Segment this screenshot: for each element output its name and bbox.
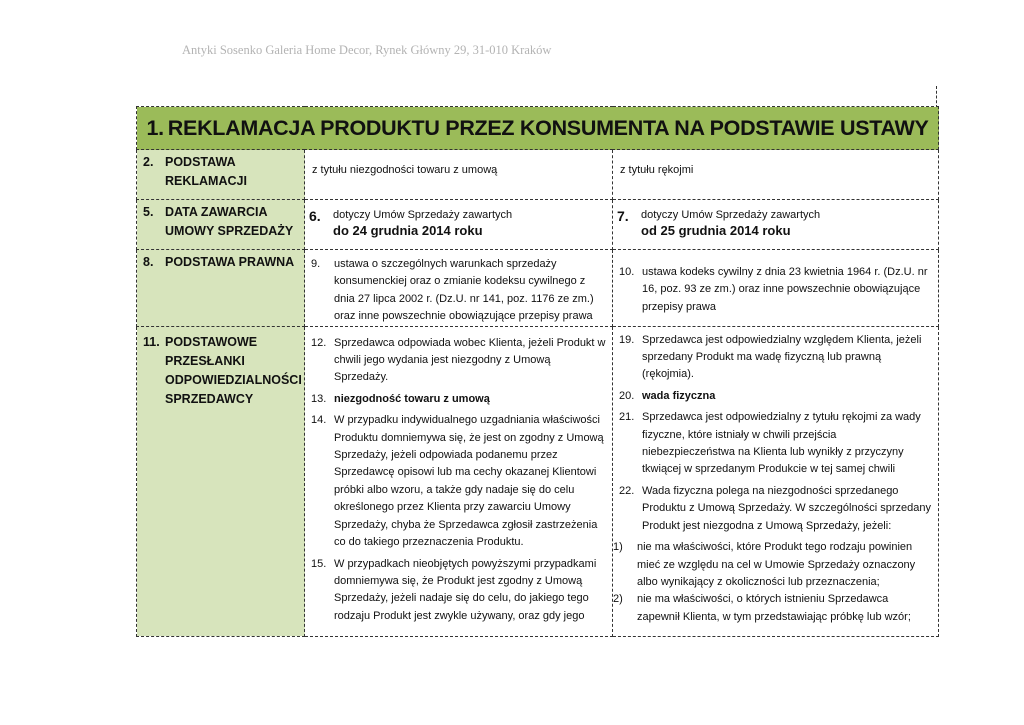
label-text: PODSTAWOWE PRZESŁANKI ODPOWIEDZIALNOŚCI SPRZEDAWCY (165, 334, 302, 406)
title-text: REKLAMACJA PRODUKTU PRZEZ KONSUMENTA NA PODSTAWIE USTAWY (167, 115, 929, 140)
date-value: do 24 grudnia 2014 roku (333, 223, 483, 238)
list-item: 21. Sprzedawca jest odpowiedzialny z tytułu rękojmi za wady fizyczne, które istniały w chwili przejścia niebezpieczeństwa na Klienta lub wynikły z przyczyny tkwiącej w sprzedanym Produkcie w tej samej chwili (619, 411, 921, 476)
item-number: 7. (617, 208, 629, 224)
legal-basis-2-cell (613, 250, 939, 327)
date-after-cell (613, 200, 939, 250)
basis-warranty-cell (613, 150, 939, 200)
label-number: 5. (143, 205, 154, 219)
list-item: 14. W przypadku indywidualnego uzgadniania właściwości Produktu domniemywa się, że jest on zgodny z Umową Sprzedaży, jeżeli odpowiada podanemu przez Sprzedawcę opisowi lub ma cechy okazanej Klientowi próbki albo wzoru, a także gdy nadaje się do celu określonego przez Klienta przy zawarciu Umowy Sprzedaży, chyba że Sprzedawca zgłosił zastrzeżenia co do takiego przeznaczenia Produktu. (311, 414, 604, 549)
row-label-legal-basis (137, 250, 305, 327)
table-title (137, 107, 939, 150)
date-note: dotyczy Umów Sprzedaży zawartych (333, 209, 513, 221)
legal-basis-1-cell (305, 250, 613, 327)
list-item: 15. W przypadkach nieobjętych powyższymi przypadkami domniemywa się, że Produkt jest zgodny z Umową Sprzedaży, jeżeli nadaje się do celu, do jakiego tego rodzaju Produkt jest zwykle używany, oraz gdy jego (311, 557, 597, 622)
date-note: dotyczy Umów Sprzedaży zawartych (641, 209, 821, 221)
basis-nonconformity-text: z tytułu niezgodności towaru z umową (312, 164, 498, 176)
label-number: 11. (143, 334, 160, 349)
list-item: 22. Wada fizyczna polega na niezgodności sprzedanego Produktu z Umową Sprzedaży. W szczególności sprzedany Produkt jest niezgodna z Umową Sprzedaży, jeżeli: (619, 484, 931, 532)
item-number: 6. (309, 208, 321, 224)
list-item: 20. wada fizyczna (619, 389, 716, 402)
page-header: Antyki Sosenko Galeria Home Decor, Rynek Główny 29, 31-010 Kraków (182, 43, 552, 57)
complaint-table (136, 106, 939, 637)
basis-warranty-text: z tytułu rękojmi (620, 164, 694, 176)
item-number: 9. (311, 258, 321, 270)
item-number: 10. (619, 266, 635, 278)
label-number: 2. (143, 155, 154, 169)
sub-list-item: 2) nie ma właściwości, o których istnieniu Sprzedawca zapewnił Klienta, w tym przedstawiając próbkę lub wzór; (613, 593, 911, 623)
list-item: 19. Sprzedawca jest odpowiedzialny względem Klienta, jeżeli sprzedany Produkt ma wadę fizyczną lub prawną (rękojmia). (619, 333, 922, 381)
row-label-premises (137, 326, 305, 636)
item-text: ustawa o szczególnych warunkach sprzedaży konsumenckiej oraz o zmianie kodeksu cywilnego z dnia 27 lipca 2002 r. (Dz.U. nr 141, poz. 1176 ze zm.) oraz inne powszechnie obowiązujące przepisy prawa (334, 258, 594, 323)
title-number: 1. (146, 115, 164, 140)
row-label-contract-date (137, 200, 305, 250)
date-value: od 25 grudnia 2014 roku (641, 223, 791, 238)
list-item: 13. niezgodność towaru z umową (311, 392, 490, 405)
label-number: 8. (143, 255, 154, 269)
item-text: ustawa kodeks cywilny z dnia 23 kwietnia 1964 r. (Dz.U. nr 16, poz. 93 ze zm.) oraz inne powszechnie obowiązujące przepisy prawa (642, 266, 928, 313)
date-before-cell (305, 200, 613, 250)
premises-nonconformity-cell (305, 326, 613, 636)
label-text: PODSTAWA REKLAMACJI (165, 155, 247, 188)
label-text: PODSTAWA PRAWNA (165, 255, 295, 269)
row-label-basis (137, 150, 305, 200)
premises-warranty-cell (613, 326, 939, 636)
dashed-border-extension (936, 86, 937, 108)
list-item: 12. Sprzedawca odpowiada wobec Klienta, jeżeli Produkt w chwili jego wydania jest niezgodny z Umową Sprzedaży. (311, 336, 606, 384)
basis-nonconformity-cell (305, 150, 613, 200)
sub-list-item: 1) nie ma właściwości, które Produkt tego rodzaju powinien mieć ze względu na cel w Umowie Sprzedaży oznaczony albo wynikający z okoliczności lub przeznaczenia; (613, 541, 916, 588)
label-text: DATA ZAWARCIA UMOWY SPRZEDAŻY (165, 205, 294, 238)
